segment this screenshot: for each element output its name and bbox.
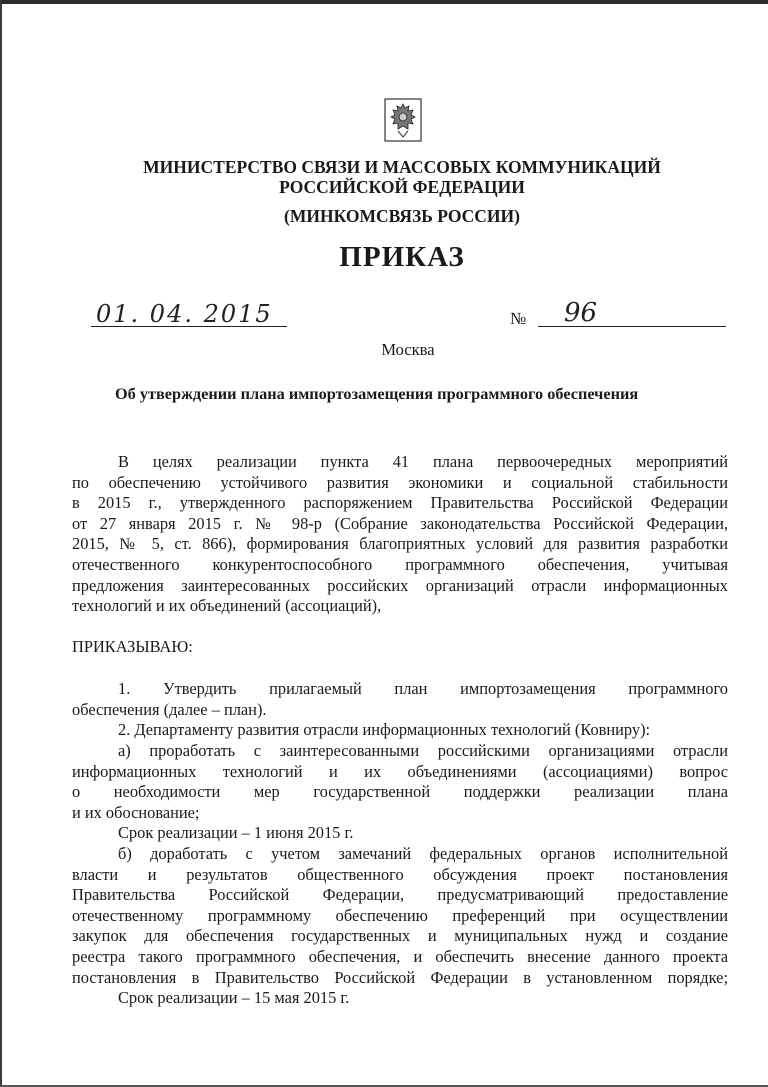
text-line: ПРИКАЗЫВАЮ: <box>72 637 193 656</box>
text-line: от 27 января 2015 г. № 98-р (Собрание законодательства Российской Федерации, <box>72 513 728 533</box>
item-2a <box>72 741 728 844</box>
text-line: и их обоснование; <box>72 802 200 822</box>
scan-edge-left <box>0 0 2 1087</box>
text-line: реестра такого программного обеспечения, и обеспечить внесение данного проекта <box>72 946 728 966</box>
handwritten-date: 01. 04. 2015 <box>96 300 273 328</box>
text-line: 2. Департаменту развития отрасли информационных технологий (Ковниру): <box>118 720 651 739</box>
text-line: Правительства Российской Федерации, предусматривающий предоставление <box>72 885 728 905</box>
text-line: власти и результатов общественного обсуждения проект постановления <box>72 864 728 884</box>
city: Москва <box>381 340 435 359</box>
deadline-2: Срок реализации – 15 мая 2015 г. <box>118 988 350 1008</box>
text-line: 1. Утвердить прилагаемый план импортозамещения программного <box>118 679 728 698</box>
number-underline <box>538 326 726 327</box>
text-line: по обеспечению устойчивого развития экономики и социальной стабильности <box>72 472 728 492</box>
item-2b <box>72 844 728 1009</box>
ministry-name-line2: РОССИЙСКОЙ ФЕДЕРАЦИИ <box>279 177 525 197</box>
text-line: В целях реализации пункта 41 плана первоочередных мероприятий <box>118 452 728 471</box>
text-line: отечественному программному обеспечению преференций при осуществлении <box>72 905 728 925</box>
text-line: отечественного конкурентоспособного программного обеспечения, учитывая <box>72 554 728 574</box>
ministry-name-line1: МИНИСТЕРСТВО СВЯЗИ И МАССОВЫХ КОММУНИКАЦИЙ <box>143 157 661 177</box>
text-line: закупок для обеспечения государственных и муниципальных нужд и создание <box>72 926 728 946</box>
number-label: № <box>510 309 527 328</box>
text-line: о необходимости мер государственной поддержки реализации плана <box>72 782 728 802</box>
scan-edge-top <box>0 0 768 4</box>
text-line: а) проработать с заинтересованными российскими организациями отрасли <box>118 741 728 760</box>
text-line: постановления в Правительство Российской Федерации в установленном порядке; <box>72 967 728 987</box>
deadline-1: Срок реализации – 1 июня 2015 г. <box>118 823 354 843</box>
text-line: в 2015 г., утвержденного распоряжением Правительства Российской Федерации <box>72 493 728 513</box>
preamble-paragraph <box>72 452 728 617</box>
item-2 <box>72 720 728 741</box>
text-line: б) доработать с учетом замечаний федеральных органов исполнительной <box>118 844 728 863</box>
item-1 <box>72 679 728 720</box>
ministry-short-name: (МИНКОМСВЯЗЬ РОССИИ) <box>284 206 520 226</box>
handwritten-number: 96 <box>564 298 598 328</box>
text-line: обеспечения (далее – план). <box>72 699 267 719</box>
coat-of-arms-icon <box>384 98 422 142</box>
date-underline <box>91 326 287 327</box>
text-line: технологий и их объединений (ассоциаций), <box>72 596 382 616</box>
document-type-title: ПРИКАЗ <box>339 241 465 273</box>
order-subject: Об утверждении плана импортозамещения программного обеспечения <box>115 384 639 403</box>
text-line: информационных технологий и их объединениями (ассоциациями) вопрос <box>72 761 728 781</box>
order-word <box>72 637 728 658</box>
text-line: 2015, № 5, ст. 866), формирования благоприятных условий для развития разработки <box>72 534 728 554</box>
text-line: предложения заинтересованных российских организаций отрасли информационных <box>72 575 728 595</box>
